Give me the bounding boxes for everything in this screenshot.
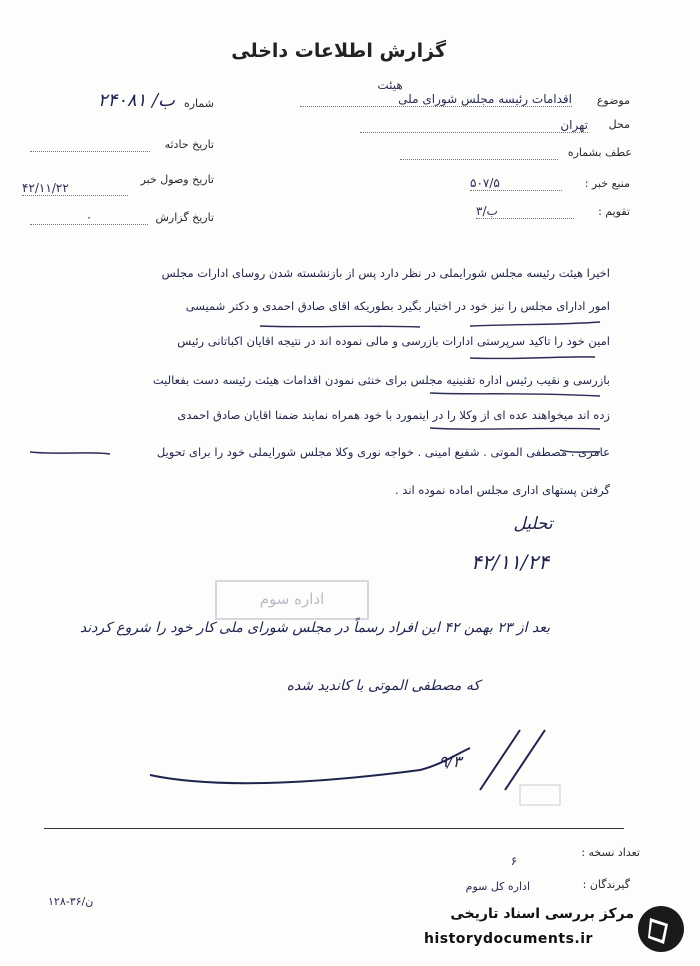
source-value: ۵۰۷/۵: [470, 176, 562, 191]
handwritten-note-3: ۹/۳: [438, 752, 462, 771]
form-code: ۱۲۸-۳۶/ن: [48, 895, 94, 908]
body-line-6: عامری . مصطفی الموتی . شفیع امینی . خواجه نوری وکلا مجلس شورایملی خود را برای تحویل: [156, 445, 610, 459]
footer-divider: [44, 828, 624, 829]
report-date-label: تاریخ گزارش: [155, 211, 214, 224]
news-arrival-date-value: ۴۲/۱۱/۲۲: [22, 181, 128, 196]
body-line-5: زده اند میخواهند عده ای از وکلا را در اینمورد با خود همراه نمایند ضمنا اقایان صادق احمدی: [177, 408, 610, 422]
body-line-3: امین خود را تاکید سرپرستی ادارات بازرسی و مالی نموده اند در نتیجه اقایان اکباتانی رئیس: [177, 334, 610, 348]
body-line-1: اخیرا هیئت رئیسه مجلس شورایملی در نظر دارد پس از بازنشسته شدن روسای ادارات مجلس: [161, 266, 610, 280]
recipients-label: گیرندگان :: [582, 878, 630, 891]
signature: تحلیل: [513, 514, 553, 534]
report-date-value: ۰: [30, 210, 148, 225]
recipients-value: اداره کل سوم: [465, 880, 530, 893]
subject-value: اقدامات رئیسه مجلس شورای ملی: [300, 92, 572, 107]
watermark-url: historydocuments.ir: [424, 931, 593, 947]
report-title: گزارش اطلاعات داخلی: [231, 40, 446, 62]
incident-date-label: تاریخ حادثه: [164, 138, 214, 151]
calendar-label: تقویم :: [598, 205, 630, 218]
number-label: شماره: [183, 97, 214, 110]
number-value: ۲۴۰۸۱ /ب: [97, 90, 175, 111]
subject-insert: هیئت: [377, 78, 403, 92]
copies-count-label: تعداد نسخه :: [581, 846, 640, 859]
source-label: منبع خبر :: [584, 177, 630, 190]
handwritten-note-1: بعد از ۲۳ بهمن ۴۲ این افراد رسماً در مجلس شورای ملی کار خود را شروع کردند: [79, 620, 550, 636]
signature-date: ۴۲/۱۱/۲۴: [471, 550, 549, 574]
location-value: تهران: [360, 118, 588, 133]
calendar-value: ۳/ب: [476, 204, 574, 219]
body-line-2: امور ادارای مجلس را نیز خود در اختیار بگیرد بطوریکه اقای صادق احمدی و دکتر شمیسی: [185, 299, 610, 313]
copies-count-value: ۶: [510, 854, 518, 868]
handwritten-note-2: که مصطفی الموتی با کاندید شده: [286, 678, 480, 694]
location-label: محل: [608, 118, 630, 131]
subject-label: موضوع: [596, 94, 630, 107]
watermark-brand-name: مرکز بررسی اسناد تاریخی: [450, 906, 634, 922]
watermark-logo-icon: [636, 904, 686, 954]
reference-number-label: عطف بشماره: [567, 146, 632, 159]
news-arrival-date-label: تاریخ وصول خبر: [140, 173, 214, 186]
body-line-4: بازرسی و نقیب رئیس اداره تقنینیه مجلس برای خنثی نمودن اقدامات هیئت رئیسه دست بفعالیت: [152, 373, 610, 387]
faint-stamp: اداره سوم: [215, 580, 369, 620]
body-line-7: گرفتن پستهای اداری مجلس اماده نموده اند .: [394, 483, 610, 497]
